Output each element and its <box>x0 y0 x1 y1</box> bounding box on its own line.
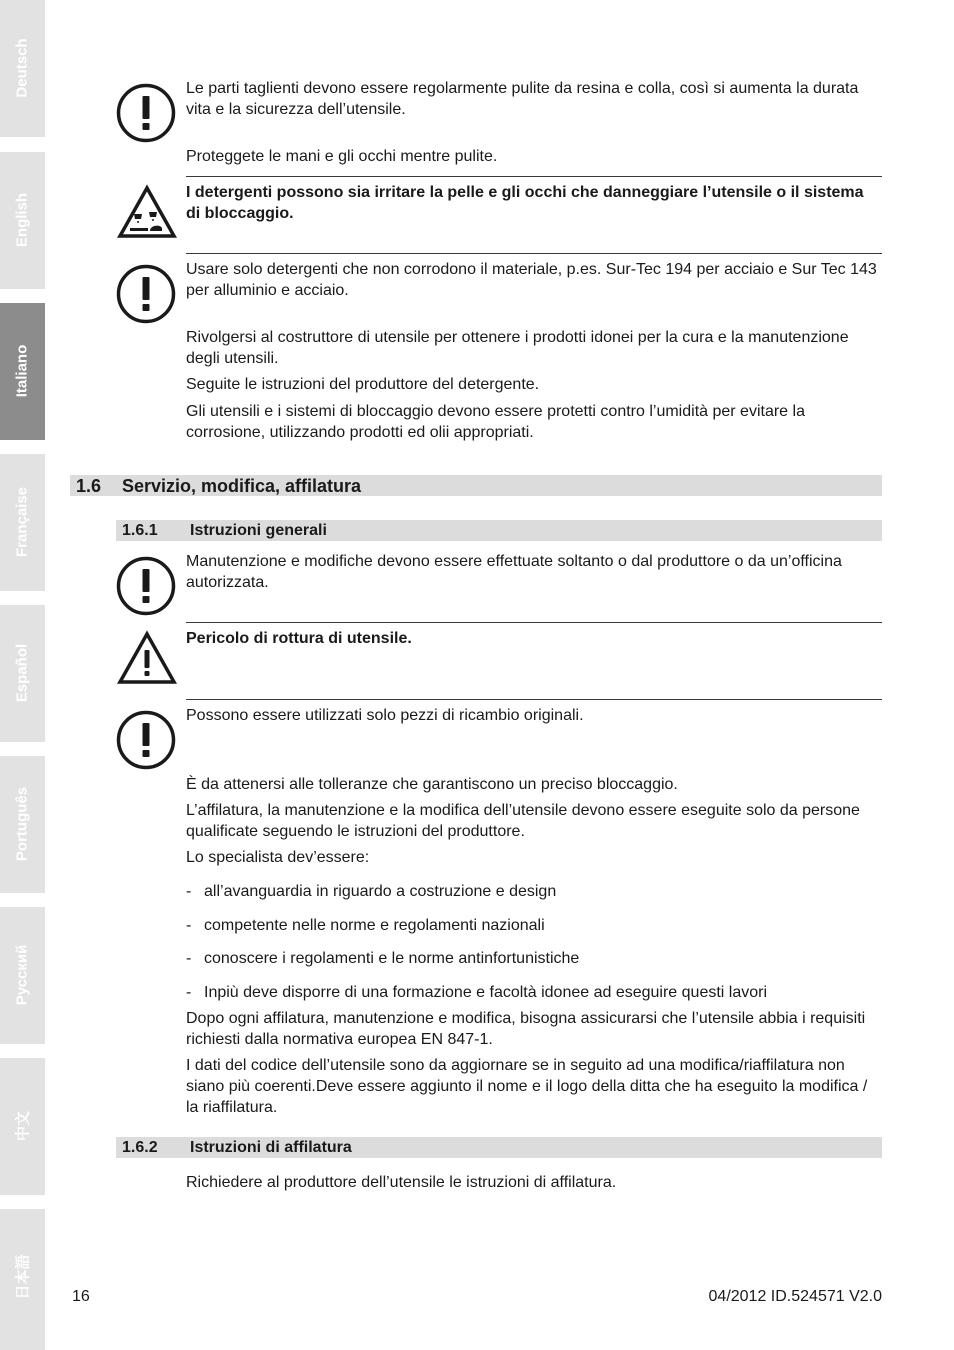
section-title: Istruzioni di affilatura <box>190 1139 352 1156</box>
section-number: 1.6 <box>76 476 102 496</box>
qualified-persons-text: L’affilatura, la manutenzione e la modifica dell’utensile devono essere eseguite solo da persone qualificate seguendo le istruzioni del produttore. <box>186 802 860 840</box>
protect-hands-text: Proteggete le mani e gli occhi mentre pulite. <box>186 148 498 165</box>
sharpening-instructions-text: Richiedere al produttore dell’utensile le istruzioni di affilatura. <box>186 1174 617 1191</box>
humidity-protection-text: Gli utensili e i sistemi di bloccaggio devono essere protetti contro l’umidità per evitare la corrosione, utilizzando prodotti ed olii appropriati. <box>186 403 805 441</box>
en847-text: Dopo ogni affilatura, manutenzione e modifica, bisogna assicurarsi che l’utensile abbia i requisiti richiesti dalla normativa europea EN 847-1. <box>186 1010 866 1048</box>
divider <box>186 176 882 177</box>
exclamation-circle-icon <box>116 710 176 770</box>
tab-chinese[interactable]: 中文 <box>0 1058 45 1195</box>
detergent-usage-text: Usare solo detergenti che non corrodono il materiale, p.es. Sur-Tec 194 per acciaio e Sur Tec 143 per alluminio e acciaio. <box>186 261 877 299</box>
section-number: 1.6.1 <box>122 522 158 539</box>
divider <box>186 622 882 623</box>
notice-cleaning-text: Le parti taglienti devono essere regolarmente pulite da resina e colla, così si aumenta la durata vita e la sicurezza dell’utensile. <box>186 80 859 118</box>
tab-espanol[interactable]: Español <box>0 605 45 742</box>
divider <box>186 699 882 700</box>
tolerances-text: È da attenersi alle tolleranze che garantiscono un preciso bloccaggio. <box>186 776 678 793</box>
breakage-warning-text: Pericolo di rottura di utensile. <box>186 630 412 647</box>
warning-triangle-icon <box>116 630 178 686</box>
section-heading-1-6-2 <box>116 1137 882 1158</box>
tab-japanese[interactable]: 日本語 <box>0 1209 45 1350</box>
follow-instructions-text: Seguite le istruzioni del produttore del detergente. <box>186 376 540 393</box>
maintenance-notice-text: Manutenzione e modifiche devono essere effettuate soltanto o dal produttore o da un’officina autorizzata. <box>186 553 842 591</box>
divider <box>186 253 882 254</box>
tab-francaise[interactable]: Française <box>0 454 45 591</box>
tab-english[interactable]: English <box>0 152 45 289</box>
page-number: 16 <box>72 1288 90 1305</box>
section-title: Servizio, modifica, affilatura <box>122 476 362 496</box>
exclamation-circle-icon <box>116 264 176 324</box>
specialist-intro-text: Lo specialista dev’essere: <box>186 849 370 866</box>
tab-deutsch[interactable]: Deutsch <box>0 0 45 137</box>
section-number: 1.6.2 <box>122 1139 158 1156</box>
tool-code-update-text: I dati del codice dell’utensile sono da aggiornare se in seguito ad una modifica/riaffilatura non siano più coerenti.Deve essere aggiunto il nome e il logo della ditta che ha eseguito la modifica / la riaffilatura. <box>186 1057 868 1116</box>
detergent-warning-text: I detergenti possono sia irritare la pelle e gli occhi che danneggiare l’utensile o il sistema di bloccaggio. <box>186 184 864 222</box>
corrosive-warning-icon <box>116 184 178 240</box>
section-heading-1-6-1 <box>116 520 882 541</box>
section-heading-1-6 <box>70 475 882 496</box>
original-parts-text: Possono essere utilizzati solo pezzi di ricambio originali. <box>186 707 584 724</box>
exclamation-circle-icon <box>116 556 176 616</box>
section-title: Istruzioni generali <box>190 522 327 539</box>
tab-russian[interactable]: Русский <box>0 907 45 1044</box>
exclamation-circle-icon <box>116 83 176 143</box>
document-id: 04/2012 ID.524571 V2.0 <box>708 1288 882 1305</box>
contact-manufacturer-text: Rivolgersi al costruttore di utensile per ottenere i prodotti idonei per la cura e la manutenzione degli utensili. <box>186 329 849 367</box>
tab-portugues[interactable]: Português <box>0 756 45 893</box>
tab-italiano[interactable]: Italiano <box>0 303 45 440</box>
